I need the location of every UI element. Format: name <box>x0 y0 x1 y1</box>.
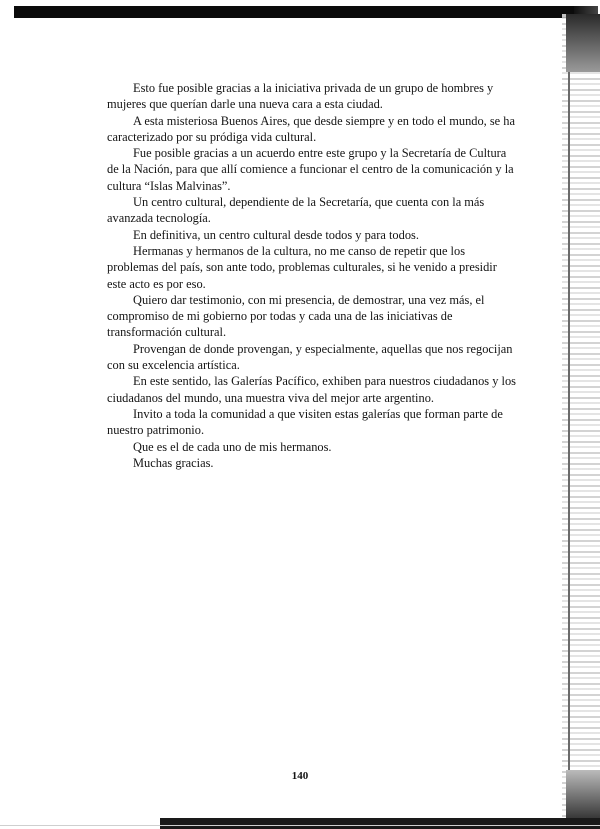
scan-border-top <box>14 6 574 18</box>
paragraph: Quiero dar testimonio, con mi presencia, de demostrar, una vez más, el compromiso de mi gobierno por todas y cada una de las iniciativas de transformación cultural. <box>107 292 485 340</box>
page-number: 140 <box>291 770 309 782</box>
scan-border-right-top <box>566 14 600 72</box>
page-body <box>107 80 519 471</box>
paragraph: En este sentido, las Galerías Pacífico, exhiben para nuestros ciudadanos y los ciudadanos del mundo, una muestra viva del mejor arte argentino. <box>107 374 516 405</box>
paragraph: Provengan de donde provengan, y especialmente, aquellas que nos regocijan con su excelencia artística. <box>107 341 513 373</box>
scan-page-edge <box>568 14 570 814</box>
scan-bottom-line <box>0 825 600 826</box>
paragraph: En definitiva, un centro cultural desde todos y para todos. <box>133 227 419 242</box>
paragraph: Fue posible gracias a un acuerdo entre este grupo y la Secretaría de Cultura de la Nación, para que allí comience a funcionar el centro de la comunicación y la cultura “Islas Malvinas”. <box>107 146 514 193</box>
paragraph: Que es el de cada uno de mis hermanos. <box>133 439 332 454</box>
paragraph: Un centro cultural, dependiente de la Secretaría, que cuenta con la más avanzada tecnología. <box>107 195 485 226</box>
paragraph: Hermanas y hermanos de la cultura, no me canso de repetir que los problemas del país, son ante todo, problemas culturales, si he venido a presidir este acto es por eso. <box>107 243 497 291</box>
paragraph: A esta misteriosa Buenos Aires, que desde siempre y en todo el mundo, se ha caracterizado por su pródiga vida cultural. <box>107 113 515 144</box>
paragraph: Esto fue posible gracias a la iniciativa privada de un grupo de hombres y mujeres que querían darle una nueva cara a esta ciudad. <box>107 81 494 112</box>
paragraph: Muchas gracias. <box>133 455 214 470</box>
scan-border-bottom <box>160 818 600 829</box>
paragraph: Invito a toda la comunidad a que visiten estas galerías que forman parte de nuestro patrimonio. <box>107 406 503 438</box>
